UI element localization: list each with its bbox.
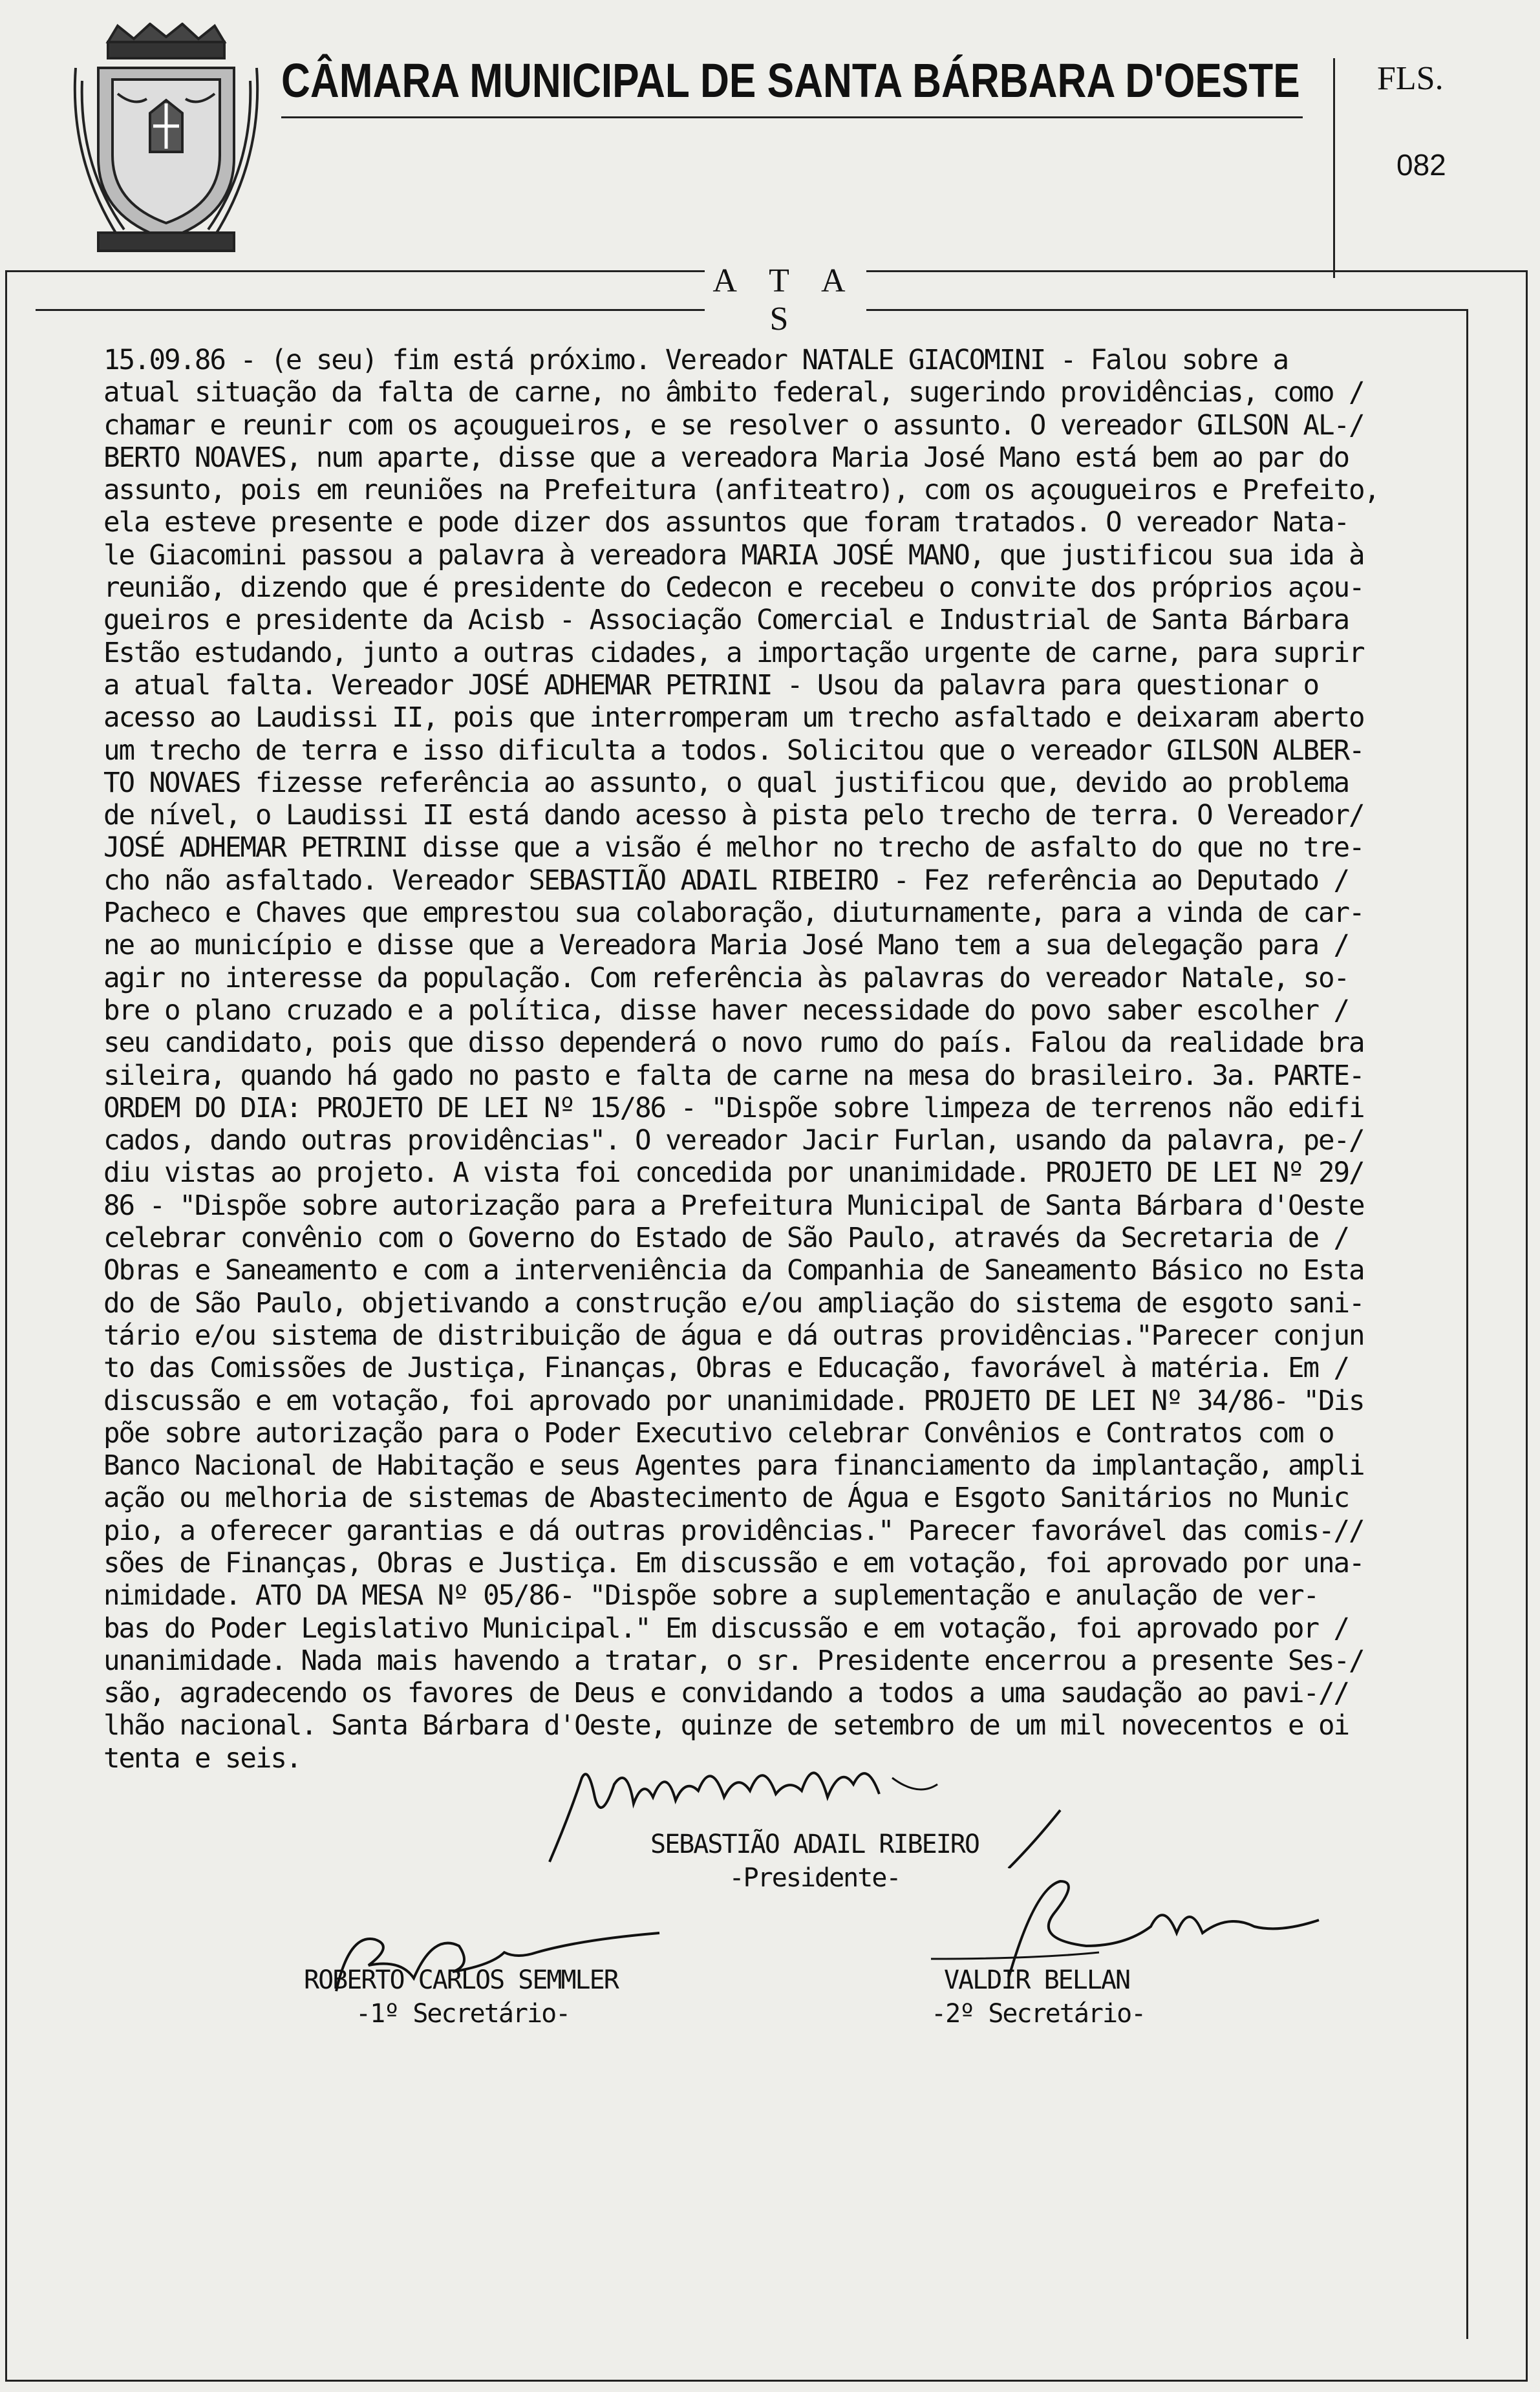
minutes-line: nimidade. ATO DA MESA Nº 05/86- "Dispõe sobre a suplementação e anulação de ver- [103,1580,1318,1612]
minutes-line: le Giacomini passou a palavra à vereadora MARIA JOSÉ MANO, que justificou sua ida à [103,539,1364,571]
minutes-line: são, agradecendo os favores de Deus e convidando a todos a uma saudação ao pavi-// [103,1678,1349,1710]
minutes-line: Pacheco e Chaves que emprestou sua colaboração, diuturnamente, para a vinda de car- [103,897,1364,930]
minutes-line: unanimidade. Nada mais havendo a tratar, o sr. Presidente encerrou a presente Ses-/ [103,1645,1364,1677]
minutes-line: ORDEM DO DIA: PROJETO DE LEI Nº 15/86 - "Dispõe sobre limpeza de terrenos não edifi [103,1092,1364,1124]
page-number: 082 [1396,148,1446,182]
minutes-line: de nível, o Laudissi II está dando acesso à pista pelo trecho de terra. O Vereador/ [103,800,1364,832]
minutes-line: do de São Paulo, objetivando a construção e/ou ampliação do sistema de esgoto sani- [103,1287,1364,1319]
minutes-line: tenta e seis. [103,1742,301,1775]
president-block [604,1830,1025,1893]
minutes-line: TO NOVAES fizesse referência ao assunto, o qual justificou que, devido ao problema [103,767,1349,799]
president-role: -Presidente- [729,1863,901,1893]
minutes-line: JOSÉ ADHEMAR PETRINI disse que a visão é melhor no trecho de asfalto do que no tre- [103,832,1364,864]
section-title: A T A S [705,262,866,338]
minutes-line: sileira, quando há gado no pasto e falta de carne na mesa do brasileiro. 3a. PARTE- [103,1060,1364,1092]
page-title: CÂMARA MUNICIPAL DE SANTA BÁRBARA D'OESTE [281,54,1300,107]
minutes-line: a atual falta. Vereador JOSÉ ADHEMAR PETRINI - Usou da palavra para questionar o [103,669,1318,701]
minutes-line: discussão e em votação, foi aprovado por unanimidade. PROJETO DE LEI Nº 34/86- "Dis [103,1385,1364,1417]
second-secretary-role: -2º Secretário- [931,1999,1146,2029]
minutes-line: ela esteve presente e pode dizer dos assuntos que foram tratados. O vereador Nata- [103,507,1349,539]
folio-label: FLS. [1377,60,1444,97]
minutes-line: ne ao município e disse que a Vereadora Maria José Mano tem a sua delegação para / [103,930,1349,962]
minutes-line: bre o plano cruzado e a política, disse haver necessidade do povo saber escolher / [103,994,1349,1027]
minutes-line: ação ou melhoria de sistemas de Abastecimento de Água e Esgoto Sanitários no Munic [103,1482,1349,1515]
minutes-line: pio, a oferecer garantias e dá outras providências." Parecer favorável das comis-// [103,1515,1364,1547]
minutes-line: Obras e Saneamento e com a interveniência da Companhia de Saneamento Básico no Esta [103,1255,1364,1287]
first-secretary-block [304,1965,618,2029]
president-name: SEBASTIÃO ADAIL RIBEIRO [650,1830,979,1859]
folio-divider [1333,58,1335,278]
second-secretary-name: VALDIR BELLAN [944,1965,1130,1995]
minutes-line: seu candidato, pois que disso dependerá o novo rumo do país. Falou da realidade bra [103,1027,1364,1060]
header-divider [281,116,1303,118]
coat-of-arms-emblem [72,23,260,255]
minutes-line: Estão estudando, junto a outras cidades, a importação urgente de carne, para suprir [103,637,1364,669]
minutes-line: agir no interesse da população. Com referência às palavras do vereador Natale, so- [103,962,1349,994]
minutes-line: celebrar convênio com o Governo do Estado de São Paulo, através da Secretaria de / [103,1223,1349,1255]
minutes-line: Banco Nacional de Habitação e seus Agentes para financiamento da implantação, ampli [103,1450,1364,1482]
minutes-line: BERTO NOAVES, num aparte, disse que a vereadora Maria José Mano está bem ao par do [103,442,1349,474]
second-secretary-block [931,1965,1145,2029]
first-secretary-role: -1º Secretário- [356,1999,570,2029]
minutes-line: lhão nacional. Santa Bárbara d'Oeste, quinze de setembro de um mil novecentos e oi [103,1710,1349,1742]
minutes-line: 15.09.86 - (e seu) fim está próximo. Vereador NATALE GIACOMINI - Falou sobre a [103,345,1288,376]
minutes-line: diu vistas ao projeto. A vista foi concedida por unanimidade. PROJETO DE LEI Nº 29/ [103,1157,1364,1190]
minutes-line: acesso ao Laudissi II, pois que interromperam um trecho asfaltado e deixaram aberto [103,702,1364,734]
minutes-line: assunto, pois em reuniões na Prefeitura (anfiteatro), com os açougueiros e Prefeito, [103,475,1379,507]
minutes-line: gueiros e presidente da Acisb - Associação Comercial e Industrial de Santa Bárbara [103,604,1349,637]
minutes-line: cados, dando outras providências". O vereador Jacir Furlan, usando da palavra, pe-/ [103,1125,1364,1157]
minutes-line: põe sobre autorização para o Poder Executivo celebrar Convênios e Contratos com o [103,1417,1334,1449]
minutes-line: tário e/ou sistema de distribuição de água e dá outras providências."Parecer conjun [103,1319,1364,1352]
minutes-line: sões de Finanças, Obras e Justiça. Em discussão e em votação, foi aprovado por una- [103,1547,1364,1579]
minutes-line: reunião, dizendo que é presidente do Cedecon e recebeu o convite dos próprios açou- [103,572,1364,604]
minutes-line: to das Comissões de Justiça, Finanças, Obras e Educação, favorável à matéria. Em / [103,1352,1349,1385]
minutes-line: 86 - "Dispõe sobre autorização para a Prefeitura Municipal de Santa Bárbara d'Oeste [103,1190,1364,1222]
minutes-line: bas do Poder Legislativo Municipal." Em discussão e em votação, foi aprovado por / [103,1612,1349,1645]
first-secretary-name: ROBERTO CARLOS SEMMLER [304,1965,618,1995]
minutes-line: cho não asfaltado. Vereador SEBASTIÃO ADAIL RIBEIRO - Fez referência ao Deputado / [103,864,1349,897]
minutes-line: atual situação da falta de carne, no âmbito federal, sugerindo providências, como / [103,377,1364,409]
minutes-line: chamar e reunir com os açougueiros, e se resolver o assunto. O vereador GILSON AL-/ [103,409,1364,442]
minutes-body [103,345,1468,1775]
minutes-line: um trecho de terra e isso dificulta a todos. Solicitou que o vereador GILSON ALBER- [103,734,1364,767]
